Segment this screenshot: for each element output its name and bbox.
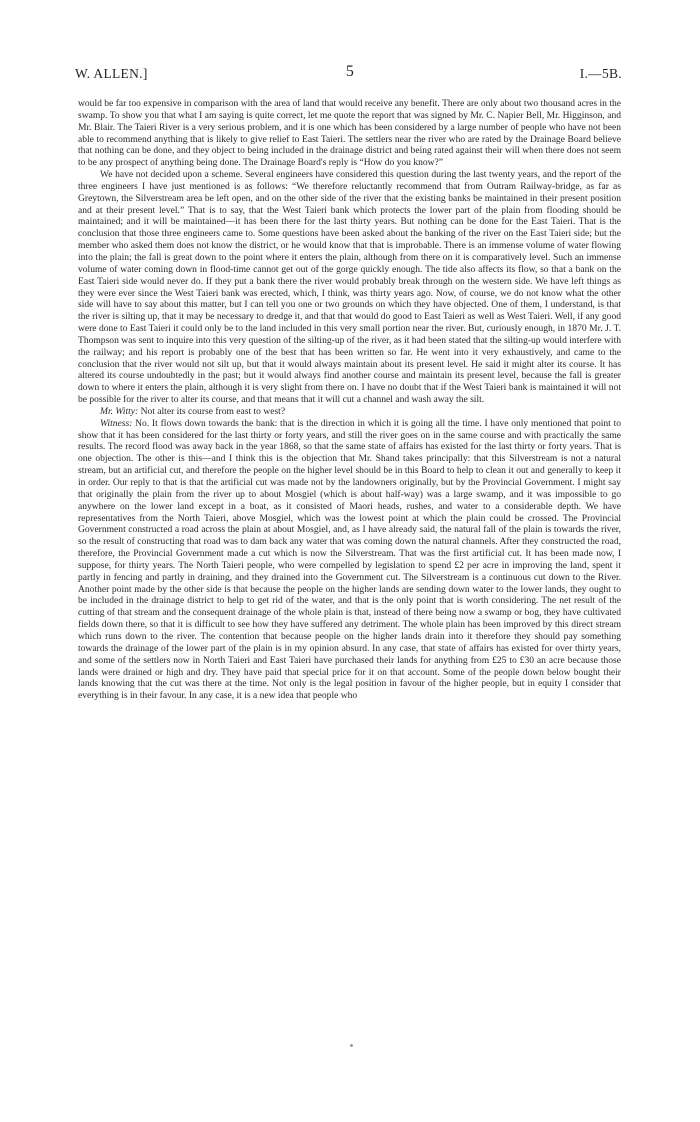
paragraph-4	[78, 418, 621, 702]
running-head-witness: W. ALLEN.]	[75, 66, 148, 81]
page-number: 5	[345, 63, 355, 80]
paragraph-1	[78, 98, 621, 169]
document-reference: I.—5B.	[579, 66, 622, 81]
paragraph-text: would be far too expensive in comparison with the area of land that would receive any benefit. There are only about two thousand acres in the swamp. To show you that what I am saying is quite correct, let me quote the report that was signed by Mr. C. Napier Bell, Mr. Higginson, and Mr. Blair. The Taieri River is a very serious problem, and it is one which has been considered by a large number of people who have not been able to recommend anything that is likely to give relief to East Taieri. The settlers near the river who are rated by the Drainage Board believe that nothing can be done, and they object to being included in the drainage district and being rated against their will when there does not seem to be any prospect of anything being done. The Drainage Board's reply is “How do you know?”	[78, 98, 621, 169]
paragraph-2	[78, 169, 621, 406]
print-speck	[350, 1044, 353, 1047]
paragraph-text: We have not decided upon a scheme. Several engineers have considered this question during the last twenty years, and the report of the three engineers I have just mentioned is as follows: “We therefore reluctantly recommend that from Outram Railway-bridge, as far as Greytown, the Silverstream area be left open, and on the other side of the river that the existing banks be maintained in their present position and at their present level.” That is to say, that the West Taieri bank which protects the lower part of the plain from flooding should be maintained; and it will be maintained—it has been there for the last thirty years. But nothing can be done for the East Taieri. That is the conclusion that those three engineers came to. Some questions have been asked about the banking of the river on the East Taieri side; but the member who asked them does not know the district, or he would know that that is improbable. There is an immense volume of water flowing into the plain; the fall is great down to the point where it enters the plain, although from there on it is comparatively level. Such an immense volume of water coming down in flood-time cannot get out of the gorge quickly enough. The tide also affects its flow, so that a bank on the East Taieri side would never do. If they put a bank there the river would probably break through on the western side. We have left things as they were ever since the West Taieri bank was erected, which, I think, was thirty years ago. Now, of course, we do not know what the other side will have to say about this matter, but I can tell you one or two grounds on which they have objected. One of them, I understand, is that the river is silting up, that it may be necessary to dredge it, and that that would do good to East Taieri as well as West Taieri. Well, if any good were done to East Taieri it could only be to the land included in this very small portion near the river. But, curiously enough, in 1870 Mr. J. T. Thompson was sent to inquire into this very question of the silting-up of the river, as it had been stated that the silting-up would interfere with the railway; and his report is probably one of the best that has been written so far. He went into it very exhaustively, and came to the conclusion that the river would not silt up, but that it would always maintain about its present level. He said it might alter its course. It has altered its course undoubtedly in the past; but it would always find another course and maintain its present level, because the fall is greater down to where it enters the plain, although it is very slight from there on. I have no doubt that if the West Taieri bank is maintained it will not be possible for the river to alter its course, and that means that it will cut a channel and wash away the silt.	[78, 169, 621, 406]
paragraph-text: No. It flows down towards the bank: that is the direction in which it is going all the time. I have only mentioned that point to show that it has been considered for the last thirty or forty years, and still the river goes on in the same course and with practically the same results. The record flood was away back in the year 1868, so that the same state of affairs has existed for the last thirty or forty years. That is one objection. The other is this—and I think this is the objection that Mr. Shand takes principally: that this Silverstream is not a natural stream, but an artificial cut, and therefore the people on the higher level should be in this Board to help to clean it out and generally to keep it in order. Our reply to that is that the artificial cut was made not by the landowners originally, but by the Provincial Government. I might say that originally the plain from the river up to about Mosgiel (which is about half-way) was a large swamp, and it was impossible to go anywhere on the lower land except in a boat, as it consisted of Maori heads, rushes, and water to a considerable depth. We have representatives from the North Taieri, above Mosgiel, which was the lowest point at which the plain could be crossed. The Provincial Government constructed a road across the plain at about Mosgiel, and, as I have already said, the natural fall of the plain is towards the river, so the result of constructing that road was to dam back any water that was coming down the natural channels. After they constructed the road, therefore, the Provincial Government made a cut which is now the Silverstream. That was the first artificial cut. It has been made now, I suppose, for thirty years. The North Taieri people, who were compelled by legislation to spend £2 per acre in improving the land, spent it partly in fencing and partly in draining, and they drained into the Government cut. The Silverstream is a continuous cut down to the River. Another point made by the other side is that because the people on the higher lands are sending down water to the lower lands, they ought to be included in the drainage district to help to get rid of the water, and that is the only point that is worth considering. The net result of the cutting of that stream and the consequent drainage of the whole plain is that, instead of there being now a swamp or bog, they have cultivated fields down there, so that it is difficult to see how they have suffered any detriment. The whole plain has been improved by this direct stream which runs down to the river. The contention that because people on the higher lands drain into it therefore they should pay something towards the drainage of the lower part of the plain is in my opinion absurd. In any case, that state of affairs has existed for over thirty years, and some of the settlers now in North Taieri and East Taieri have purchased their lands for anything from £25 to £30 an acre because those lands were drained or high and dry. They have paid that special price for it on that account. Some of the people down below bought their lands knowing that the cut was there at the time. Not only is the legal position in favour of the higher people, but in equity I consider that everything is in their favour. In any case, it is a new idea that people who	[78, 417, 622, 702]
speaker-label: Witness:	[100, 417, 133, 429]
speaker-label: Mr. Witty:	[100, 405, 139, 417]
body-text	[78, 98, 621, 702]
paragraph-3	[78, 406, 621, 418]
paragraph-text: Not alter its course from east to west?	[140, 405, 286, 417]
